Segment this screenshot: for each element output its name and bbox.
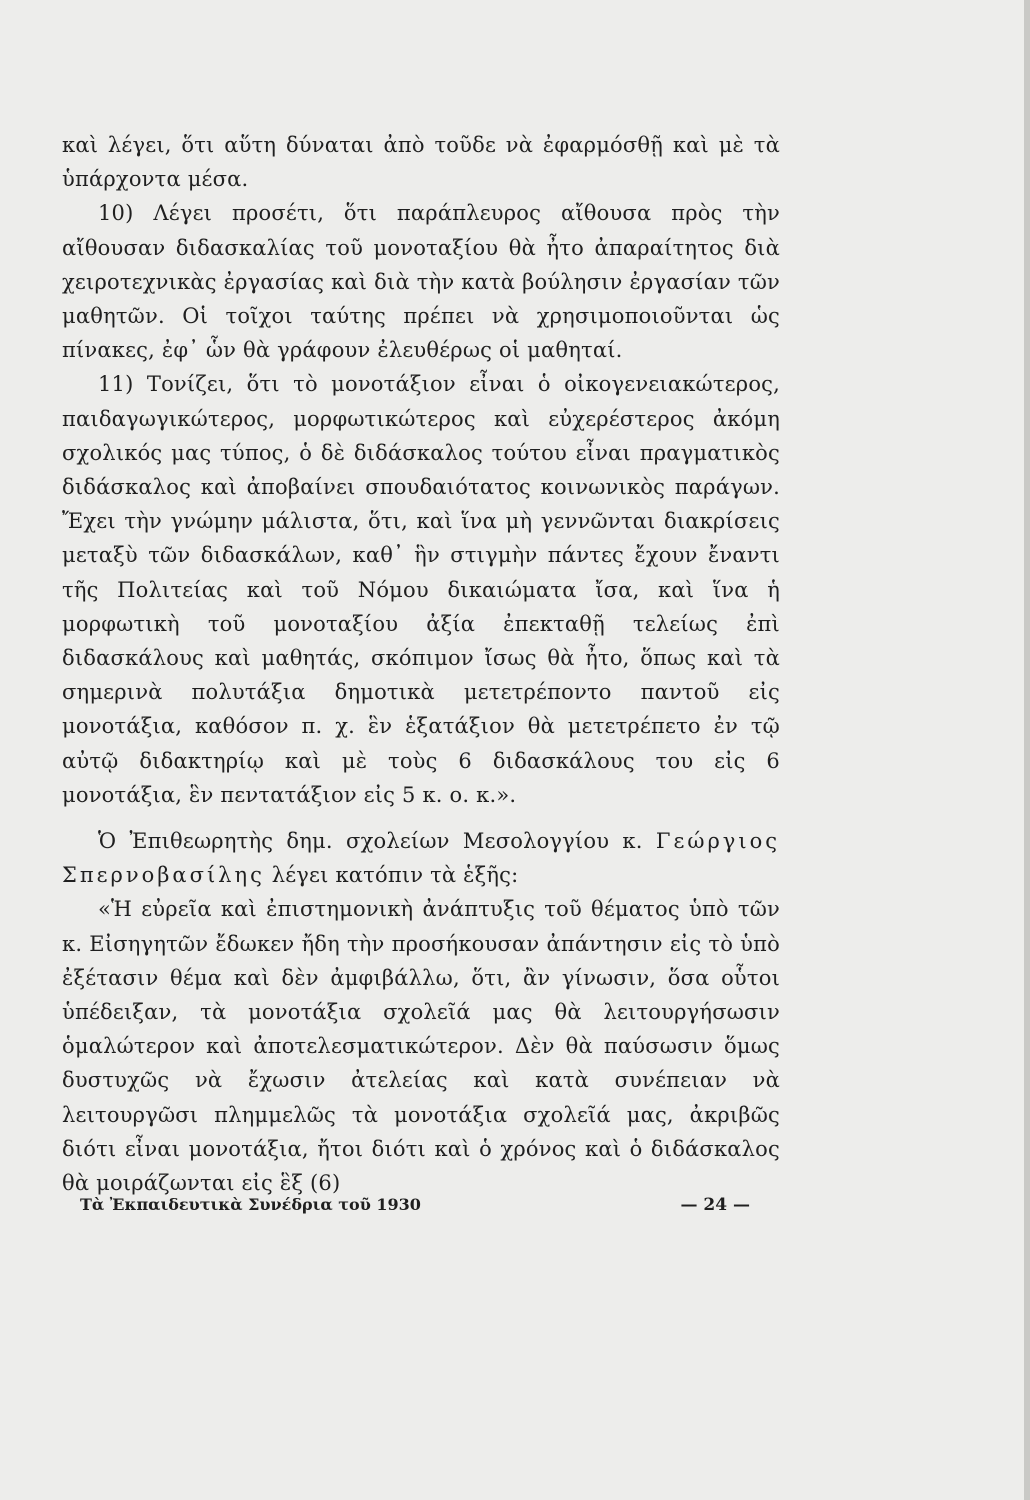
footer-title: Τὰ Ἐκπαιδευτικὰ Συνέδρια τοῦ 1930: [80, 1195, 421, 1214]
paragraph-4-rest: λέγει κατόπιν τὰ ἑξῆς:: [271, 863, 519, 888]
page-number: — 24 —: [680, 1195, 750, 1215]
page-footer: [80, 1195, 760, 1221]
paragraph-4-intro: Ὁ Ἐπιθεωρητὴς δημ. σχολείων Μεσολογγίου κ.: [98, 829, 643, 854]
paragraph-3: 11) Τονίζει, ὅτι τὸ μονοτάξιον εἶναι ὁ οἰκογενειακώτερος, παιδαγωγικώτερος, μορφωτικώτερος καὶ εὐχερέστερος ἀκόμη σχολικός μας τύπος, ὁ δὲ διδάσκαλος τούτου εἶναι πραγματικὸς διδάσκαλος καὶ ἀποβαίνει σπουδαιότατος κοινωνικὸς παράγων. Ἔχει τὴν γνώμην μάλιστα, ὅτι, καὶ ἵνα μὴ γεννῶνται διακρίσεις μεταξὺ τῶν διδασκάλων, καθ᾽ ἣν στιγμὴν πάντες ἔχουν ἔναντι τῆς Πολιτείας καὶ τοῦ Νόμου δικαιώματα ἴσα, καὶ ἵνα ἡ μορφωτικὴ τοῦ μονοταξίου ἀξία ἐπεκταθῇ τελείως ἐπὶ διδασκάλους καὶ μαθητάς, σκόπιμον ἴσως θὰ ἦτο, ὅπως καὶ τὰ σημερινὰ πολυτάξια δημοτικὰ μετετρέποντο παντοῦ εἰς μονοτάξια, καθόσον π. χ. ἓν ἑξατάξιον θὰ μετετρέπετο ἐν τῷ αὐτῷ διδακτηρίῳ καὶ μὲ τοὺς 6 διδασκάλους του εἰς 6 μονοτάξια, ἓν πεντατάξιον εἰς 5 κ. ο. κ.».: [62, 372, 780, 807]
page-edge: [1024, 0, 1030, 1500]
speaker-last-name: Σπερνοβασίλης: [62, 863, 265, 888]
paragraph-2: 10) Λέγει προσέτι, ὅτι παράπλευρος αἴθουσα πρὸς τὴν αἴθουσαν διδασκαλίας τοῦ μονοταξίου θὰ ἦτο ἀπαραίτητος διὰ χειροτεχνικὰς ἐργασίας καὶ διὰ τὴν κατὰ βούλησιν ἐργασίαν τῶν μαθητῶν. Οἱ τοῖχοι ταύτης πρέπει νὰ χρησιμοποιοῦνται ὡς πίνακες, ἐφ᾽ ὧν θὰ γράφουν ἐλευθέρως οἱ μαθηταί.: [62, 201, 780, 363]
paragraph-1: καὶ λέγει, ὅτι αὕτη δύναται ἀπὸ τοῦδε νὰ ἐφαρμόσθῇ καὶ μὲ τὰ ὑπάρχοντα μέσα.: [62, 133, 780, 192]
body-text: [62, 128, 780, 1200]
paragraph-4: [62, 824, 780, 892]
paragraph-5: «Ἡ εὐρεῖα καὶ ἐπιστημονικὴ ἀνάπτυξις τοῦ θέματος ὑπὸ τῶν κ. Εἰσηγητῶν ἔδωκεν ἤδη τὴν προσήκουσαν ἀπάντησιν εἰς τὸ ὑπὸ ἐξέτασιν θέμα καὶ δὲν ἀμφιβάλλω, ὅτι, ἂν γίνωσιν, ὅσα οὗτοι ὑπέδειξαν, τὰ μονοτάξια σχολεῖά μας θὰ λειτουργήσωσιν ὁμαλώτερον καὶ ἀποτελεσματικώτερον. Δὲν θὰ παύσωσιν ὅμως δυστυχῶς νὰ ἔχωσιν ἀτελείας καὶ κατὰ συνέπειαν νὰ λειτουργῶσι πλημμελῶς τὰ μονοτάξια σχολεῖά μας, ἀκριβῶς διότι εἶναι μονοτάξια, ἤτοι διότι καὶ ὁ χρόνος καὶ ὁ διδάσκαλος θὰ μοιράζωνται εἰς ἓξ (6): [62, 897, 780, 1196]
speaker-first-name: Γεώργιος: [655, 829, 780, 854]
